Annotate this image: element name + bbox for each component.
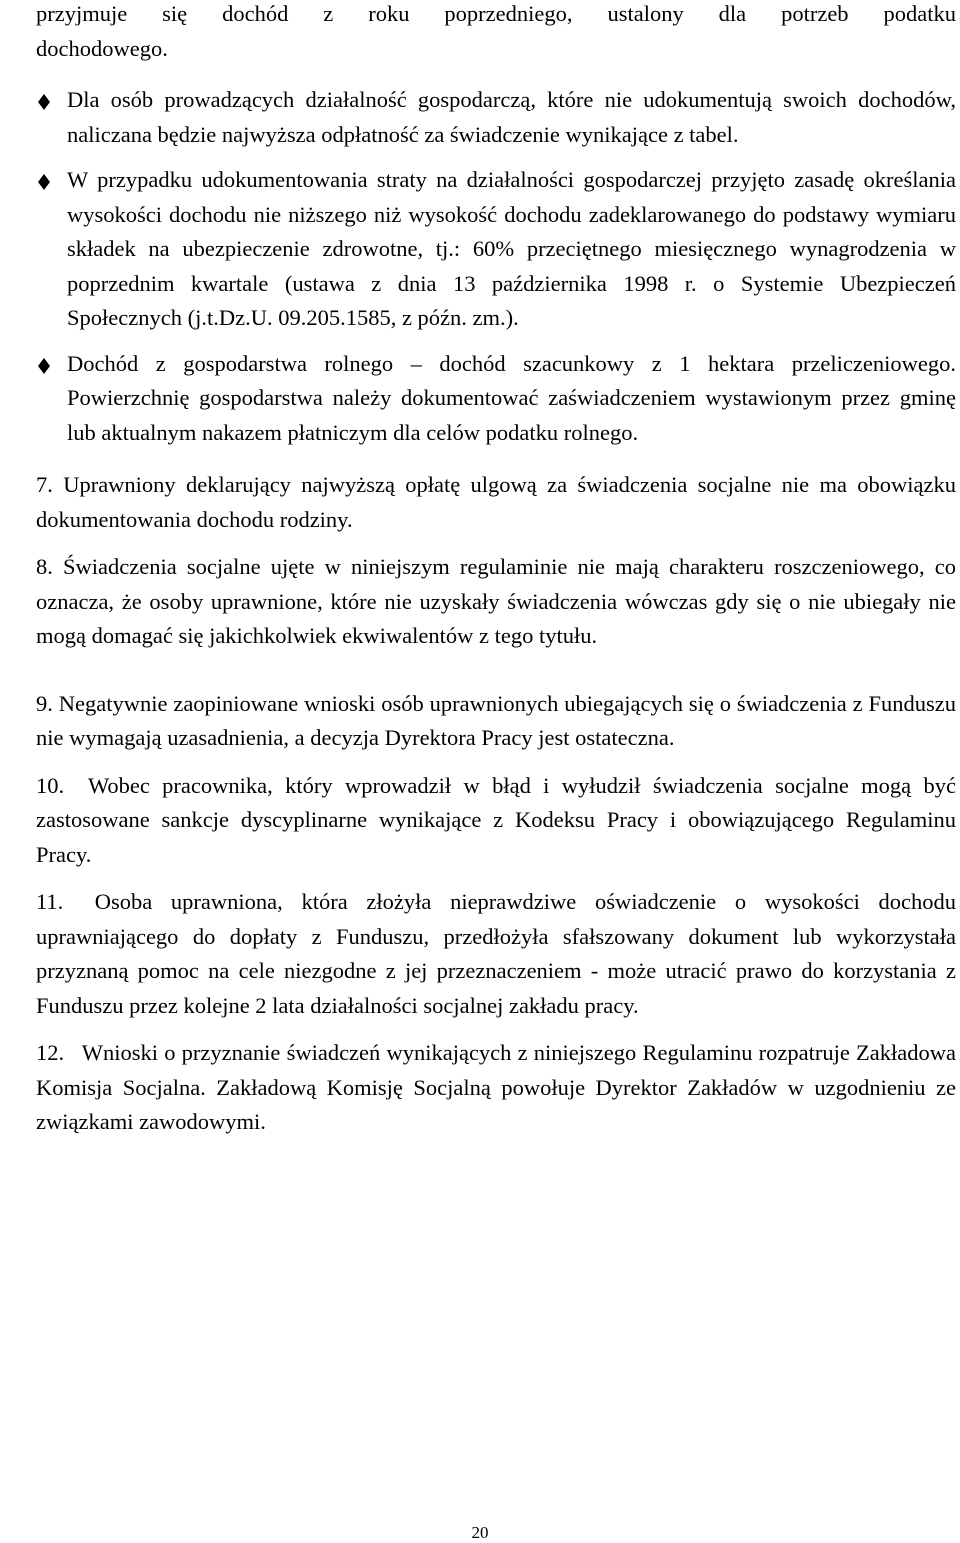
bullet-item bbox=[36, 83, 956, 152]
bullet-item bbox=[36, 163, 956, 336]
item-number: 9. bbox=[36, 690, 53, 716]
numbered-item-10 bbox=[36, 769, 956, 873]
item-number: 11. bbox=[36, 889, 64, 914]
document-page bbox=[36, 0, 956, 1140]
item-text: Świadczenia socjalne ujęte w niniejszym regulaminie nie mają charakteru roszczeniowego, co oznacza, że osoby uprawnione, które nie uzyskały świadczenia wówczas gdy się o nie ubiegały nie mogą domagać się jakichkolwiek ekwiwalentów z tego tytułu. bbox=[36, 554, 957, 648]
numbered-item-7 bbox=[36, 468, 956, 537]
lead-paragraph-line-2: dochodowego. bbox=[36, 35, 168, 61]
diamond-bullet-icon bbox=[36, 357, 52, 375]
diamond-bullet-icon bbox=[36, 173, 52, 191]
lead-paragraph-line-1: przyjmuje się dochód z roku poprzedniego, ustalony dla potrzeb podatku bbox=[36, 1, 956, 26]
item-text: Osoba uprawniona, która złożyła nieprawdziwe oświadczenie o wysokości dochodu uprawniającego do dopłaty z Funduszu, przedłożyła sfałszowany dokument lub wykorzystała przyznaną pomoc na cele niezgodne z jej przeznaczeniem - może utracić prawo do korzystania z Funduszu przez kolejne 2 lata działalności socjalnej zakładu pracy. bbox=[36, 889, 957, 1018]
page-number: 20 bbox=[471, 1523, 489, 1542]
numbered-item-8 bbox=[36, 550, 956, 654]
item-number: 7. bbox=[36, 472, 53, 497]
item-text: Wobec pracownika, który wprowadził w błąd i wyłudził świadczenia socjalne mogą być zastosowane sankcje dyscyplinarne wynikające z Kodeksu Pracy i obowiązującego Regulaminu Pracy. bbox=[36, 772, 956, 867]
item-text: Uprawniony deklarujący najwyższą opłatę ulgową za świadczenia socjalne nie ma obowiązku dokumentowania dochodu rodziny. bbox=[36, 472, 957, 532]
item-number: 8. bbox=[36, 554, 53, 579]
numbered-item-9 bbox=[36, 687, 956, 756]
item-number: 10. bbox=[36, 772, 65, 798]
item-text: Negatywnie zaopiniowane wnioski osób uprawnionych ubiegających się o świadczenia z Funduszu nie wymagają uzasadnienia, a decyzja Dyrektora Pracy jest ostateczna. bbox=[36, 690, 956, 750]
item-text: Wnioski o przyznanie świadczeń wynikających z niniejszego Regulaminu rozpatruje Zakładowa Komisja Socjalna. Zakładową Komisję Socjalną powołuje Dyrektor Zakładów w uzgodnieniu ze związkami zawodowymi. bbox=[36, 1040, 956, 1134]
diamond-bullet-icon bbox=[36, 93, 52, 111]
item-number: 12. bbox=[36, 1040, 65, 1065]
bullet-item bbox=[36, 347, 956, 451]
bullet-text: W przypadku udokumentowania straty na działalności gospodarczej przyjęto zasadę określania wysokości dochodu nie niższego niż wysokość dochodu zadeklarowanego do podstawy wymiaru składek na ubezpieczenie zdrowotne, tj.: 60% przeciętnego miesięcznego wynagrodzenia w poprzednim kwartale (ustawa z dnia 13 października 1998 r. o Systemie Ubezpieczeń Społecznych (j.t.Dz.U. 09.205.1585, z późn. zm.). bbox=[67, 167, 956, 330]
numbered-item-11 bbox=[36, 885, 956, 1023]
bullet-text: Dochód z gospodarstwa rolnego – dochód szacunkowy z 1 hektara przeliczeniowego. Powierzchnię gospodarstwa należy dokumentować zaświadczeniem wystawionym przez gminę lub aktualnym nakazem płatniczym dla celów podatku rolnego. bbox=[67, 350, 956, 445]
numbered-item-12 bbox=[36, 1036, 956, 1140]
bullet-text: Dla osób prowadzących działalność gospodarczą, które nie udokumentują swoich dochodów, naliczana będzie najwyższa odpłatność za świadczenie wynikające z tabel. bbox=[67, 87, 956, 147]
